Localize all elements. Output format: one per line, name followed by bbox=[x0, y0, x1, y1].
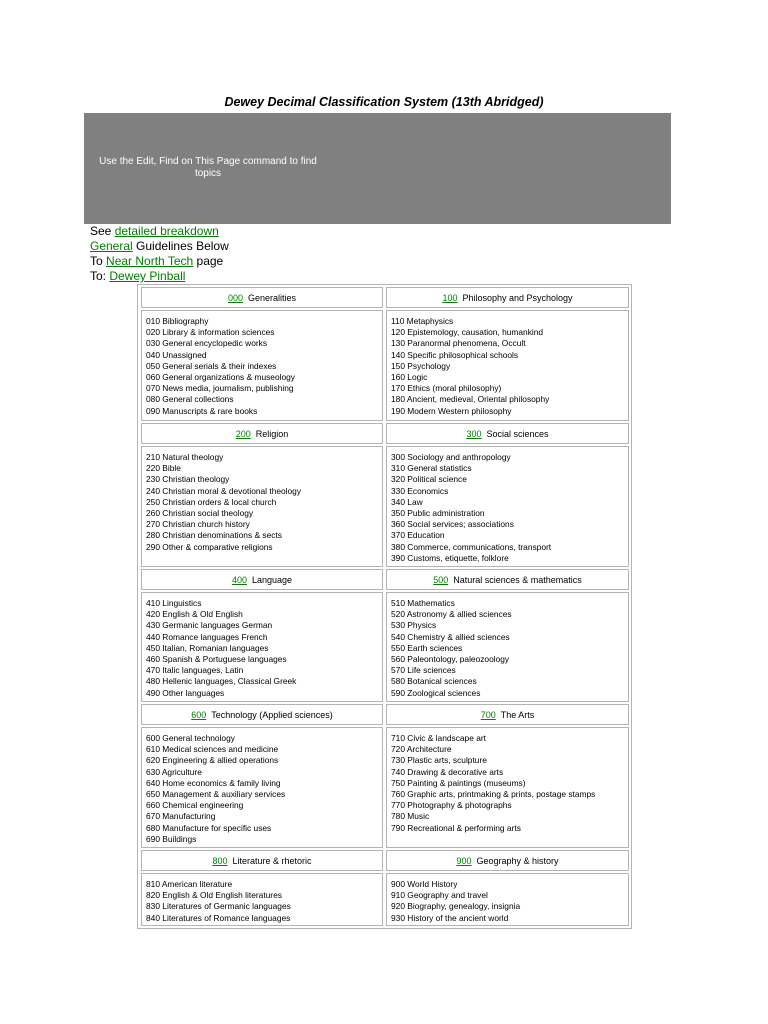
subclass-item: 070 News media, journalism, publishing bbox=[146, 383, 294, 394]
subclass-item: 690 Buildings bbox=[146, 833, 197, 844]
class-name-000: Generalities bbox=[248, 293, 297, 303]
detailed-breakdown-link[interactable]: detailed breakdown bbox=[114, 224, 219, 238]
class-code-link-100[interactable]: 100 bbox=[442, 293, 458, 303]
subclass-item: 140 Specific philosophical schools bbox=[391, 349, 519, 360]
subclass-item: 090 Manuscripts & rare books bbox=[146, 405, 258, 416]
class-code-link-600[interactable]: 600 bbox=[191, 710, 207, 720]
subclass-item: 450 Italian, Romanian languages bbox=[146, 642, 269, 653]
class-header-500 bbox=[386, 569, 629, 590]
class-header-100 bbox=[386, 287, 629, 308]
subclass-item: 180 Ancient, medieval, Oriental philosophy bbox=[391, 394, 550, 405]
class-header-900 bbox=[386, 850, 629, 871]
dewey-pinball-link[interactable]: Dewey Pinball bbox=[109, 269, 186, 283]
subclass-item: 190 Modern Western philosophy bbox=[391, 405, 512, 416]
subclass-list bbox=[142, 447, 382, 553]
subclass-item: 120 Epistemology, causation, humankind bbox=[391, 327, 544, 338]
subclass-item: 570 Life sciences bbox=[391, 665, 456, 676]
subclass-item: 380 Commerce, communications, transport bbox=[391, 541, 552, 552]
subclass-item: 620 Engineering & allied operations bbox=[146, 755, 279, 766]
subclass-item: 340 Law bbox=[391, 496, 423, 507]
banner-text: Use the Edit, Find on This Page command to find topics bbox=[99, 156, 317, 179]
subclass-list bbox=[387, 311, 628, 417]
subclass-item: 790 Recreational & performing arts bbox=[391, 822, 521, 833]
page-text: page bbox=[196, 254, 224, 268]
class-list-700 bbox=[386, 727, 629, 848]
subclass-item: 330 Economics bbox=[391, 485, 449, 496]
subclass-item: 480 Hellenic languages, Classical Greek bbox=[146, 676, 297, 687]
subclass-item: 460 Spanish & Portuguese languages bbox=[146, 654, 287, 665]
subclass-item: 550 Earth sciences bbox=[391, 642, 463, 653]
subclass-item: 540 Chemistry & allied sciences bbox=[391, 631, 510, 642]
subclass-item: 810 American literature bbox=[146, 879, 233, 889]
page-title: Dewey Decimal Classification System (13th Abridged) bbox=[224, 95, 544, 109]
class-code-link-300[interactable]: 300 bbox=[466, 429, 482, 439]
guidelines-line bbox=[90, 239, 229, 254]
subclass-list bbox=[142, 311, 382, 417]
subclass-item: 600 General technology bbox=[146, 733, 235, 743]
class-code-link-800[interactable]: 800 bbox=[212, 856, 228, 866]
class-list-500 bbox=[386, 592, 629, 702]
to-prefix: To bbox=[90, 254, 103, 268]
subclass-item: 680 Manufacture for specific uses bbox=[146, 822, 272, 833]
class-header-700 bbox=[386, 704, 629, 725]
class-list-400 bbox=[141, 592, 383, 702]
class-name-900: Geography & history bbox=[476, 856, 559, 866]
subclass-list bbox=[387, 874, 628, 924]
subclass-item: 080 General collections bbox=[146, 394, 234, 405]
class-name-100: Philosophy and Psychology bbox=[462, 293, 573, 303]
subclass-item: 280 Christian denominations & sects bbox=[146, 530, 282, 541]
subclass-list bbox=[387, 593, 628, 699]
subclass-item: 840 Literatures of Romance languages bbox=[146, 912, 291, 923]
subclass-item: 320 Political science bbox=[391, 474, 467, 485]
class-header-300 bbox=[386, 423, 629, 444]
class-list-300 bbox=[386, 446, 629, 567]
class-code-link-400[interactable]: 400 bbox=[231, 575, 247, 585]
subclass-item: 390 Customs, etiquette, folklore bbox=[391, 552, 509, 563]
class-name-400: Language bbox=[251, 575, 293, 585]
subclass-item: 760 Graphic arts, printmaking & prints, postage stamps bbox=[391, 789, 596, 800]
subclass-item: 350 Public administration bbox=[391, 508, 485, 519]
guidelines-text: Guidelines Below bbox=[136, 239, 229, 253]
class-code-link-900[interactable]: 900 bbox=[456, 856, 472, 866]
see-prefix: See bbox=[90, 224, 112, 238]
subclass-item: 210 Natural theology bbox=[146, 452, 224, 462]
subclass-item: 170 Ethics (moral philosophy) bbox=[391, 383, 502, 394]
subclass-item: 670 Manufacturing bbox=[146, 811, 216, 822]
subclass-item: 270 Christian church history bbox=[146, 519, 250, 530]
class-name-200: Religion bbox=[255, 429, 289, 439]
class-list-800 bbox=[141, 873, 383, 926]
subclass-item: 310 General statistics bbox=[391, 463, 472, 474]
subclass-item: 720 Architecture bbox=[391, 744, 452, 755]
to-prefix-2: To: bbox=[90, 269, 107, 283]
subclass-item: 630 Agriculture bbox=[146, 766, 202, 777]
class-list-200 bbox=[141, 446, 383, 567]
subclass-list bbox=[142, 593, 382, 699]
class-header-000 bbox=[141, 287, 383, 308]
class-header-600 bbox=[141, 704, 383, 725]
subclass-list bbox=[387, 728, 628, 834]
subclass-item: 300 Sociology and anthropology bbox=[391, 452, 511, 462]
subclass-item: 590 Zoological sciences bbox=[391, 687, 481, 698]
subclass-item: 920 Biography, genealogy, insignia bbox=[391, 901, 521, 912]
subclass-item: 160 Logic bbox=[391, 372, 428, 383]
pinball-line bbox=[90, 269, 229, 284]
subclass-item: 020 Library & information sciences bbox=[146, 327, 275, 338]
subclass-list bbox=[142, 874, 382, 924]
class-name-600: Technology (Applied sciences) bbox=[211, 710, 333, 720]
subclass-item: 930 History of the ancient world bbox=[391, 912, 509, 923]
class-list-000 bbox=[141, 310, 383, 421]
subclass-item: 290 Other & comparative religions bbox=[146, 541, 273, 552]
subclass-item: 770 Photography & photographs bbox=[391, 800, 512, 811]
subclass-item: 370 Education bbox=[391, 530, 445, 541]
subclass-list bbox=[142, 728, 382, 845]
class-list-600 bbox=[141, 727, 383, 848]
class-code-link-500[interactable]: 500 bbox=[433, 575, 449, 585]
class-header-800 bbox=[141, 850, 383, 871]
subclass-item: 710 Civic & landscape art bbox=[391, 733, 486, 743]
subclass-item: 900 World History bbox=[391, 879, 458, 889]
subclass-item: 730 Plastic arts, sculpture bbox=[391, 755, 487, 766]
subclass-item: 490 Other languages bbox=[146, 687, 225, 698]
subclass-item: 060 General organizations & museology bbox=[146, 372, 295, 383]
subclass-item: 430 Germanic languages German bbox=[146, 620, 273, 631]
subclass-item: 360 Social services; associations bbox=[391, 519, 514, 530]
subclass-item: 510 Mathematics bbox=[391, 598, 455, 608]
subclass-item: 830 Literatures of Germanic languages bbox=[146, 901, 291, 912]
subclass-list bbox=[387, 447, 628, 564]
nav-links bbox=[90, 224, 229, 284]
subclass-item: 660 Chemical engineering bbox=[146, 800, 244, 811]
near-north-tech-link[interactable]: Near North Tech bbox=[106, 254, 194, 268]
subclass-item: 410 Linguistics bbox=[146, 598, 202, 608]
subclass-item: 780 Music bbox=[391, 811, 430, 822]
general-link[interactable]: General bbox=[90, 239, 133, 253]
subclass-item: 240 Christian moral & devotional theology bbox=[146, 485, 302, 496]
subclass-item: 050 General serials & their indexes bbox=[146, 360, 277, 371]
subclass-item: 110 Metaphysics bbox=[391, 316, 454, 326]
subclass-item: 650 Management & auxiliary services bbox=[146, 789, 286, 800]
class-code-link-700[interactable]: 700 bbox=[480, 710, 496, 720]
subclass-item: 030 General encyclopedic works bbox=[146, 338, 268, 349]
class-name-300: Social sciences bbox=[486, 429, 549, 439]
subclass-item: 040 Unassigned bbox=[146, 349, 207, 360]
subclass-item: 440 Romance languages French bbox=[146, 631, 268, 642]
subclass-item: 420 English & Old English bbox=[146, 609, 243, 620]
class-code-link-200[interactable]: 200 bbox=[235, 429, 251, 439]
dewey-table bbox=[137, 284, 632, 929]
class-code-link-000[interactable]: 000 bbox=[227, 293, 243, 303]
class-header-400 bbox=[141, 569, 383, 590]
subclass-item: 740 Drawing & decorative arts bbox=[391, 766, 504, 777]
near-north-line bbox=[90, 254, 229, 269]
subclass-item: 750 Painting & paintings (museums) bbox=[391, 777, 526, 788]
subclass-item: 640 Home economics & family living bbox=[146, 777, 281, 788]
subclass-item: 820 English & Old English literatures bbox=[146, 890, 282, 901]
see-line bbox=[90, 224, 229, 239]
class-list-100 bbox=[386, 310, 629, 421]
subclass-item: 560 Paleontology, paleozoology bbox=[391, 654, 510, 665]
subclass-item: 610 Medical sciences and medicine bbox=[146, 744, 279, 755]
class-name-500: Natural sciences & mathematics bbox=[453, 575, 582, 585]
subclass-item: 150 Psychology bbox=[391, 360, 451, 371]
subclass-item: 470 Italic languages, Latin bbox=[146, 665, 244, 676]
class-list-900 bbox=[386, 873, 629, 926]
subclass-item: 580 Botanical sciences bbox=[391, 676, 477, 687]
class-name-800: Literature & rhetoric bbox=[232, 856, 312, 866]
subclass-item: 520 Astronomy & allied sciences bbox=[391, 609, 512, 620]
subclass-item: 530 Physics bbox=[391, 620, 437, 631]
subclass-item: 250 Christian orders & local church bbox=[146, 496, 277, 507]
subclass-item: 260 Christian social theology bbox=[146, 508, 254, 519]
subclass-item: 230 Christian theology bbox=[146, 474, 230, 485]
subclass-item: 130 Paranormal phenomena, Occult bbox=[391, 338, 526, 349]
subclass-item: 220 Bible bbox=[146, 463, 181, 474]
class-name-700: The Arts bbox=[500, 710, 535, 720]
subclass-item: 010 Bibliography bbox=[146, 316, 209, 326]
class-header-200 bbox=[141, 423, 383, 444]
subclass-item: 910 Geography and travel bbox=[391, 890, 488, 901]
